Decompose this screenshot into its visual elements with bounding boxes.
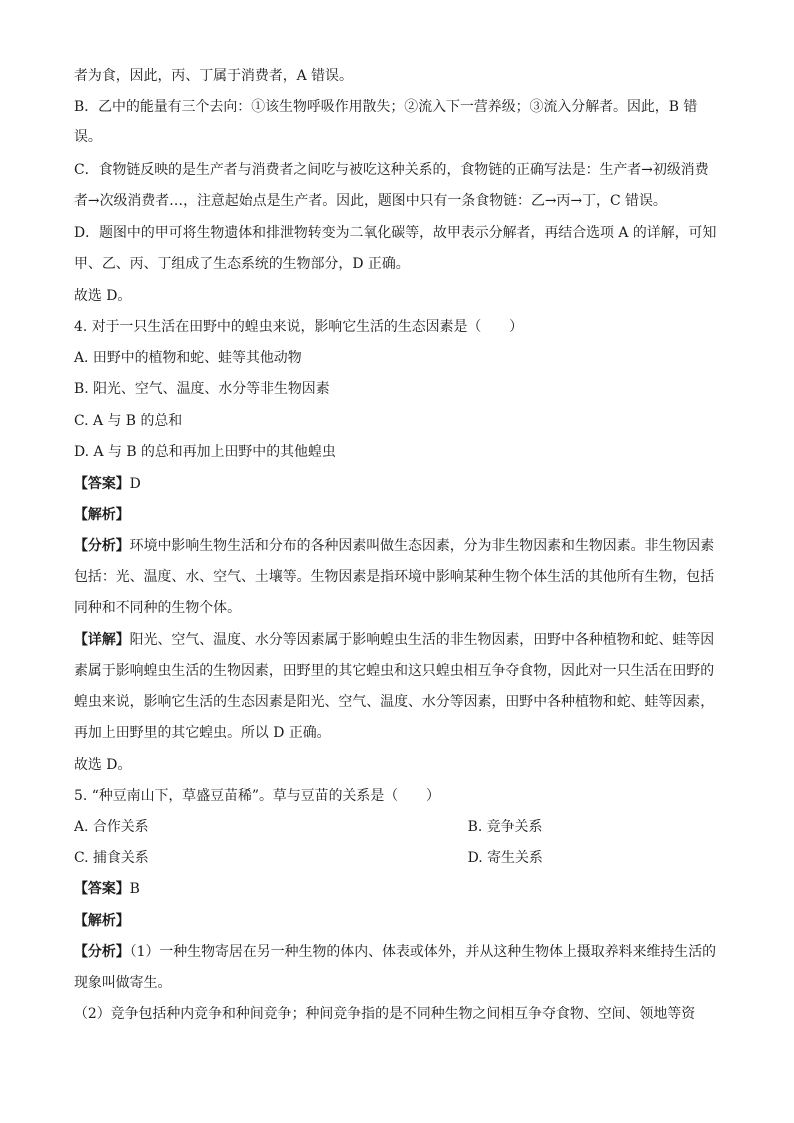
analysis-tag: 【分析】 — [74, 538, 130, 554]
q4-stem: 4. 对于一只生活在田野中的蝗虫来说，影响它生活的生态因素是（ ） — [74, 319, 524, 335]
q4-analysis-text-1: 环境中影响生物生活和分布的各种因素叫做生态因素，分为非生物因素和生物因素。非生物因素 — [129, 538, 715, 554]
q5-analysis-line-1 — [74, 942, 720, 962]
detail-tag: 【详解】 — [74, 632, 130, 648]
analysis-tag: 【分析】 — [74, 944, 130, 960]
q5-options-row-1 — [74, 817, 720, 837]
q4-analysis-line-2: 包括：光、温度、水、空气、土壤等。生物因素是指环境中影响某种生物个体生活的其他所有生物，包括 — [74, 569, 715, 585]
q5-analysis-text-1: （1）一种生物寄居在另一种生物的体内、体表或体外，并从这种生物体上摄取养料来维持生活的 — [129, 944, 717, 960]
q4-answer: D — [129, 476, 141, 492]
q5-analysis-line-3: （2）竞争包括种内竞争和种间竞争；种间竞争指的是不同种生物之间相互争夺食物、空间、领地等资 — [74, 1006, 696, 1022]
q4-option-b: B. 阳光、空气、温度、水分等非生物因素 — [74, 381, 330, 397]
answer-tag: 【答案】 — [74, 881, 130, 897]
q5-option-a: A. 合作关系 — [74, 819, 149, 835]
q3-analysis-line-2: B．乙中的能量有三个去向：①该生物呼吸作用散失；②流入下一营养级；③流入分解者。因此，B 错 — [74, 99, 698, 115]
q4-detail-line-3: 蝗虫来说，影响它生活的生态因素是阳光、空气、温度、水分等因素，田野中各种植物和蛇、蛙等因素， — [74, 694, 715, 710]
q3-analysis-line-3: 误。 — [74, 129, 102, 145]
q4-conclusion: 故选 D。 — [74, 757, 132, 773]
q5-options-row-2 — [74, 848, 720, 868]
q4-option-c: C. A 与 B 的总和 — [74, 413, 183, 429]
q5-answer: B — [129, 881, 140, 897]
q4-detail-text-1: 阳光、空气、温度、水分等因素属于影响蝗虫生活的非生物因素，田野中各种植物和蛇、蛙等因 — [129, 632, 715, 648]
answer-tag: 【答案】 — [74, 476, 130, 492]
q3-analysis-line-6: D．题图中的甲可将生物遗体和排泄物转变为二氧化碳等，故甲表示分解者，再结合选项 A 的详解，可知 — [74, 225, 717, 241]
q4-option-a: A. 田野中的植物和蛇、蛙等其他动物 — [74, 350, 302, 366]
q4-answer-line — [74, 474, 720, 494]
q5-option-d: D. 寄生关系 — [467, 850, 543, 866]
q5-answer-line — [74, 879, 720, 899]
q4-detail-line-4: 再加上田野里的其它蝗虫。所以 D 正确。 — [74, 725, 331, 741]
explain-tag: 【解析】 — [74, 507, 130, 523]
q3-conclusion: 故选 D。 — [74, 288, 132, 304]
q3-analysis-line-4: C．食物链反映的是生产者与消费者之间吃与被吃这种关系的，食物链的正确写法是：生产者→初级消费 — [74, 162, 709, 178]
explain-tag: 【解析】 — [74, 913, 130, 929]
q3-analysis-line-1: 者为食，因此，丙、丁属于消费者，A 错误。 — [74, 68, 353, 84]
q4-option-d: D. A 与 B 的总和再加上田野中的其他蝗虫 — [74, 444, 336, 460]
q4-detail-line-2: 素属于影响蝗虫生活的生物因素，田野里的其它蝗虫和这只蝗虫相互争夺食物，因此对一只生活在田野的 — [74, 663, 715, 679]
q4-analysis-line-3: 同种和不同种的生物个体。 — [74, 600, 241, 616]
q5-explain-line — [74, 911, 720, 931]
q4-explain-line — [74, 505, 720, 525]
q5-option-b: B. 竞争关系 — [467, 819, 543, 835]
q3-analysis-line-7: 甲、乙、丙、丁组成了生态系统的生物部分，D 正确。 — [74, 256, 410, 272]
q5-analysis-line-2: 现象叫做寄生。 — [74, 975, 172, 991]
q5-stem: 5. “种豆南山下，草盛豆苗稀”。草与豆苗的关系是（ ） — [74, 788, 440, 804]
q3-analysis-line-5: 者→次级消费者…，注意起始点是生产者。因此，题图中只有一条食物链：乙→丙→丁，C 错误。 — [74, 193, 667, 209]
q4-analysis-line-1 — [74, 536, 720, 556]
q5-option-c: C. 捕食关系 — [74, 850, 149, 866]
q4-detail-line-1 — [74, 630, 720, 650]
